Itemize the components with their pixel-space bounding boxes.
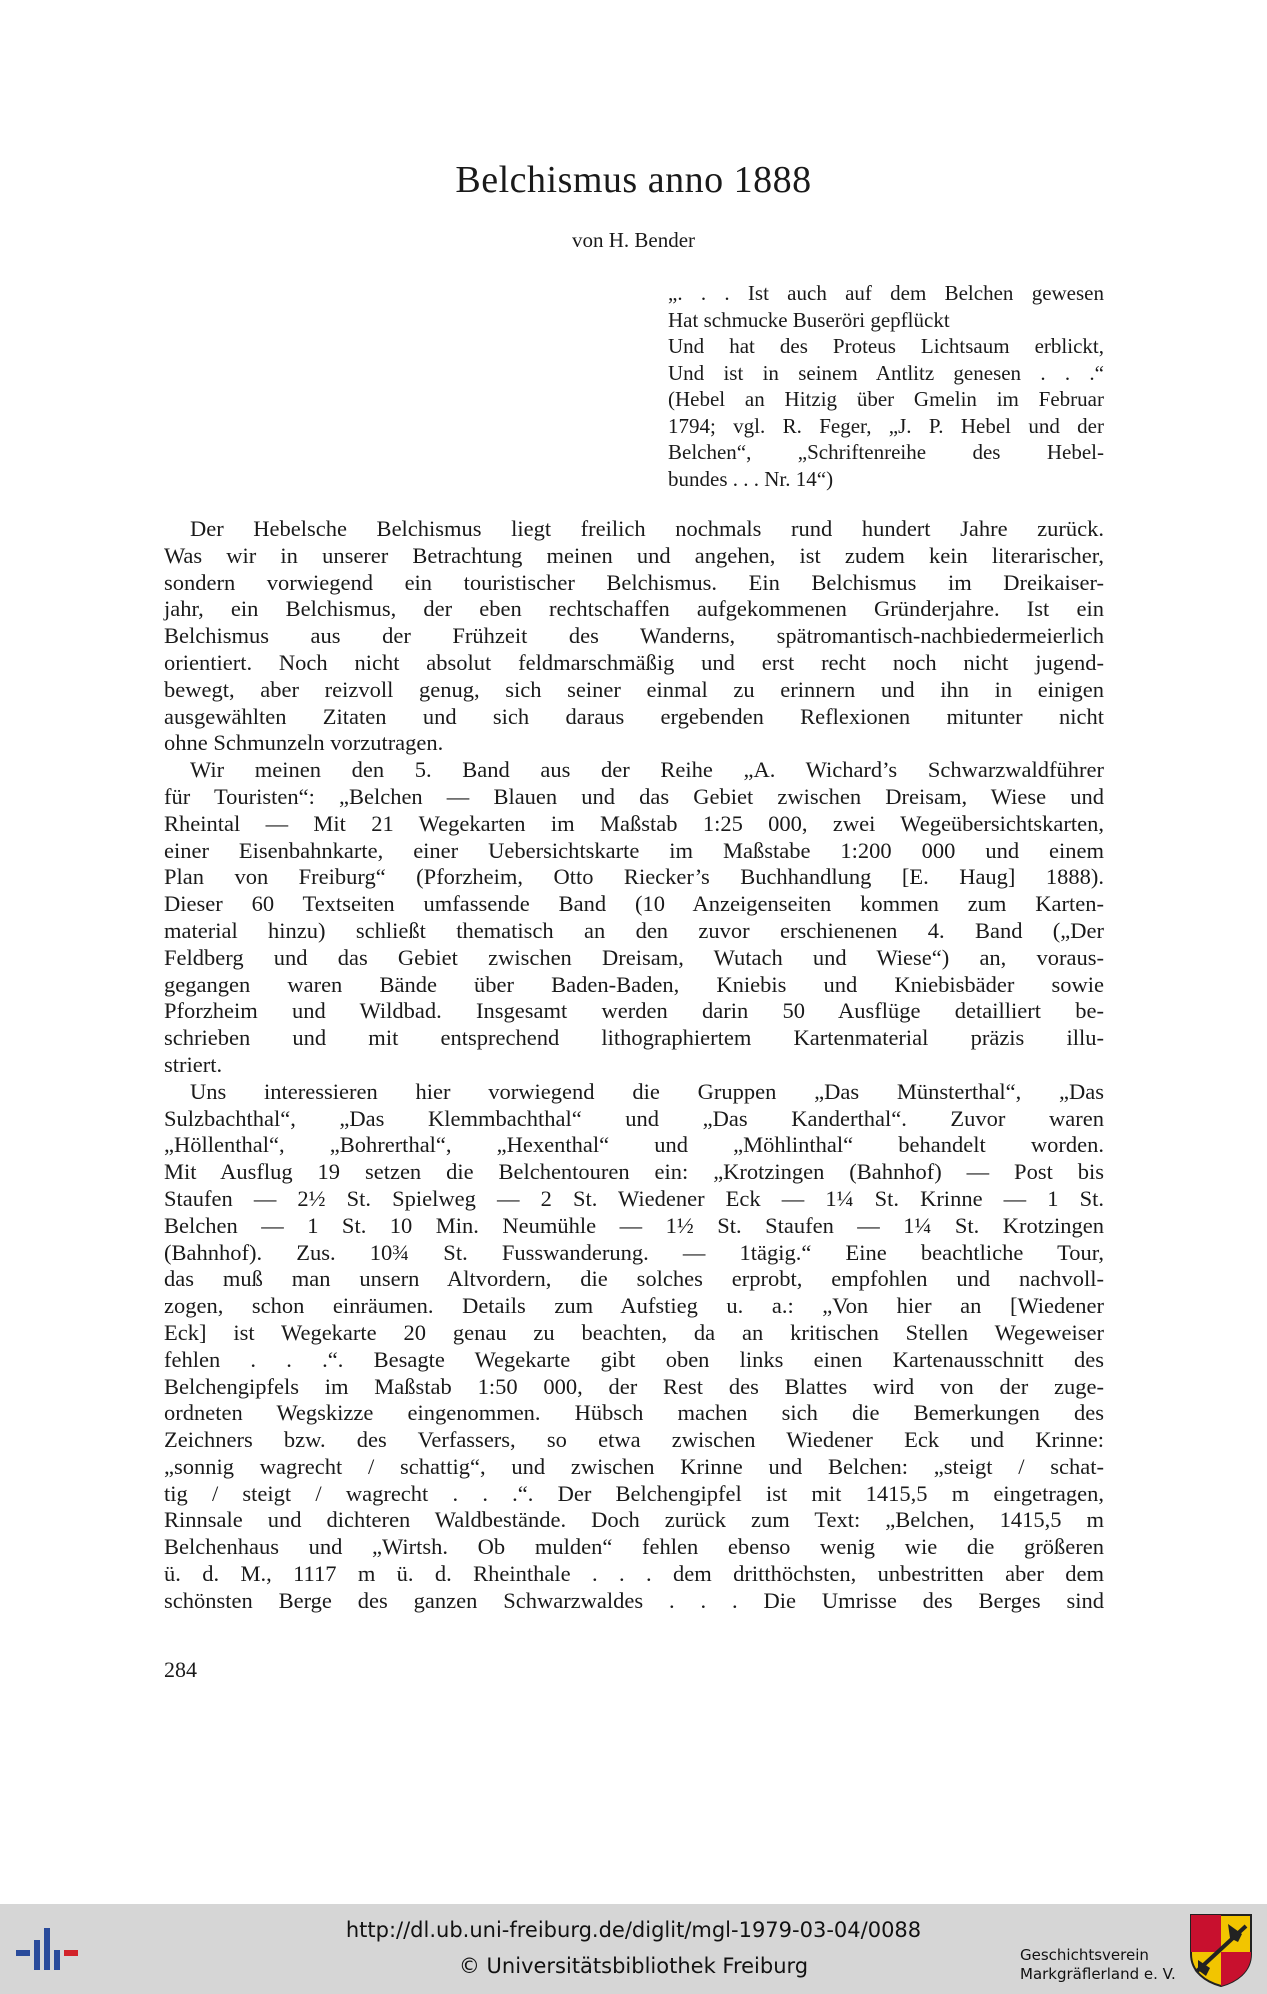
body-line: material hinzu) schließt thematisch an den zuvor erschienenen 4. Band („Der	[164, 917, 1104, 943]
footer-url-link[interactable]: http://dl.ub.uni-freiburg.de/diglit/mgl-1979-03-04/0088	[345, 1918, 922, 1942]
article-body	[164, 516, 1104, 1615]
body-line: Dieser 60 Textseiten umfassende Band (10 Anzeigenseiten kommen zum Karten-	[164, 891, 1104, 917]
body-line: orientiert. Noch nicht absolut feldmarschmäßig und erst recht noch nicht jugend-	[164, 649, 1104, 675]
body-line: jahr, ein Belchismus, der eben rechtschaffen aufgekommenen Gründerjahre. Ist ein	[164, 596, 1104, 622]
body-line: Staufen — 2½ St. Spielweg — 2 St. Wiedener Eck — 1¼ St. Krinne — 1 St.	[164, 1185, 1104, 1211]
body-line: Feldberg und das Gebiet zwischen Dreisam, Wutach und Wiese“) an, voraus-	[164, 944, 1104, 970]
body-line: schrieben und mit entsprechend lithographiertem Kartenmaterial präzis illu-	[164, 1025, 1104, 1051]
article-author: von H. Bender	[571, 228, 696, 252]
epigraph-line: 1794; vgl. R. Feger, „J. P. Hebel und der	[668, 413, 1104, 438]
body-line: ausgewählten Zitaten und sich daraus ergebenden Reflexionen mitunter nicht	[164, 703, 1104, 729]
body-line: Der Hebelsche Belchismus liegt freilich nochmals rund hundert Jahre zurück.	[190, 516, 1104, 541]
body-line: ordneten Wegskizze eingenommen. Hübsch machen sich die Bemerkungen des	[164, 1400, 1104, 1426]
body-line: das muß man unsern Altvordern, die solches erprobt, empfohlen und nachvoll-	[164, 1266, 1104, 1292]
body-line: Rinnsale und dichteren Waldbestände. Doch zurück zum Text: „Belchen, 1415,5 m	[164, 1507, 1104, 1533]
body-line: Belchismus aus der Frühzeit des Wanderns, spätromantisch-nachbiedermeierlich	[164, 623, 1104, 649]
body-line: Rheintal — Mit 21 Wegekarten im Maßstab 1:25 000, zwei Wegeübersichtskarten,	[164, 810, 1104, 836]
body-line: striert.	[164, 1051, 223, 1077]
body-line: (Bahnhof). Zus. 10¾ St. Fusswanderung. — 1tägig.“ Eine beachtliche Tour,	[164, 1239, 1104, 1265]
footer-org-line2: Markgräflerland e. V.	[1020, 1965, 1176, 1983]
body-line: sondern vorwiegend ein touristischer Belchismus. Ein Belchismus im Dreikaiser-	[164, 569, 1104, 595]
epigraph-line: „. . . Ist auch auf dem Belchen gewesen	[668, 281, 1104, 305]
body-line: Zeichners bzw. des Verfassers, so etwa zwischen Wiedener Eck und Krinne:	[164, 1427, 1104, 1453]
body-line: ohne Schmunzeln vorzutragen.	[164, 730, 444, 756]
body-line: tig / steigt / wagrecht . . .“. Der Belchengipfel ist mit 1415,5 m eingetragen,	[164, 1480, 1104, 1506]
footer-copyright: © Universitätsbibliothek Freiburg	[458, 1954, 809, 1978]
body-line: Mit Ausflug 19 setzen die Belchentouren ein: „Krotzingen (Bahnhof) — Post bis	[164, 1159, 1104, 1185]
epigraph-line: Hat schmucke Buseröri gepflückt	[668, 307, 950, 332]
body-line: Wir meinen den 5. Band aus der Reihe „A. Wichard’s Schwarzwaldführer	[190, 757, 1104, 783]
epigraph	[668, 280, 1104, 492]
body-line: Belchen — 1 St. 10 Min. Neumühle — 1½ St. Staufen — 1¼ St. Krotzingen	[164, 1212, 1104, 1238]
body-line: bewegt, aber reizvoll genug, sich seiner einmal zu erinnern und ihn in einigen	[164, 676, 1104, 702]
body-line: fehlen . . .“. Besagte Wegekarte gibt oben links einen Kartenausschnitt des	[164, 1346, 1104, 1372]
footer-org-line1: Geschichtsverein	[1020, 1946, 1149, 1964]
body-line: gegangen waren Bände über Baden-Baden, Kniebis und Kniebisbäder sowie	[164, 971, 1104, 997]
body-line: für Touristen“: „Belchen — Blauen und das Gebiet zwischen Dreisam, Wiese und	[164, 783, 1104, 809]
body-line: zogen, schon einräumen. Details zum Aufstieg u. a.: „Von hier an [Wiedener	[164, 1293, 1104, 1319]
epigraph-line: (Hebel an Hitzig über Gmelin im Februar	[668, 387, 1104, 411]
body-line: ü. d. M., 1117 m ü. d. Rheinthale . . . dem dritthöchsten, unbestritten aber dem	[164, 1561, 1104, 1587]
epigraph-line: Belchen“, „Schriftenreihe des Hebel-	[668, 440, 1104, 464]
article-title: Belchismus anno 1888	[455, 159, 812, 201]
footer-organization	[1020, 1946, 1176, 1984]
body-line: einer Eisenbahnkarte, einer Uebersichtskarte im Maßstabe 1:200 000 und einem	[164, 837, 1104, 863]
body-line: Uns interessieren hier vorwiegend die Gruppen „Das Münsterthal“, „Das	[190, 1078, 1104, 1104]
body-line: schönsten Berge des ganzen Schwarzwaldes . . . Die Umrisse des Berges sind	[164, 1587, 1104, 1613]
body-line: Pforzheim und Wildbad. Insgesamt werden darin 50 Ausflüge detailliert be-	[164, 998, 1104, 1024]
markgraeflerland-crest-icon	[1188, 1912, 1254, 1988]
body-line: Sulzbachthal“, „Das Klemmbachthal“ und „Das Kanderthal“. Zuvor waren	[164, 1105, 1104, 1131]
page-number: 284	[164, 1657, 197, 1682]
body-line: Belchengipfels im Maßstab 1:50 000, der Rest des Blattes wird von der zuge-	[164, 1373, 1104, 1399]
body-line: Was wir in unserer Betrachtung meinen und angehen, ist zudem kein literarischer,	[164, 542, 1104, 568]
epigraph-line: bundes . . . Nr. 14“)	[668, 466, 834, 491]
footer-bar	[0, 1904, 1267, 1994]
epigraph-line: Und ist in seinem Antlitz genesen . . .“	[668, 360, 1104, 385]
body-line: „Höllenthal“, „Bohrerthal“, „Hexenthal“ und „Möhlinthal“ behandelt worden.	[164, 1132, 1104, 1158]
body-line: Eck] ist Wegekarte 20 genau zu beachten, da an kritischen Stellen Wegeweiser	[164, 1319, 1104, 1345]
epigraph-line: Und hat des Proteus Lichtsaum erblickt,	[668, 334, 1104, 358]
body-line: Belchenhaus und „Wirtsh. Ob mulden“ fehlen ebenso wenig wie die größeren	[164, 1534, 1104, 1560]
body-line: „sonnig wagrecht / schattig“, und zwischen Krinne und Belchen: „steigt / schat-	[164, 1453, 1104, 1479]
body-line: Plan von Freiburg“ (Pforzheim, Otto Riecker’s Buchhandlung [E. Haug] 1888).	[164, 864, 1104, 890]
